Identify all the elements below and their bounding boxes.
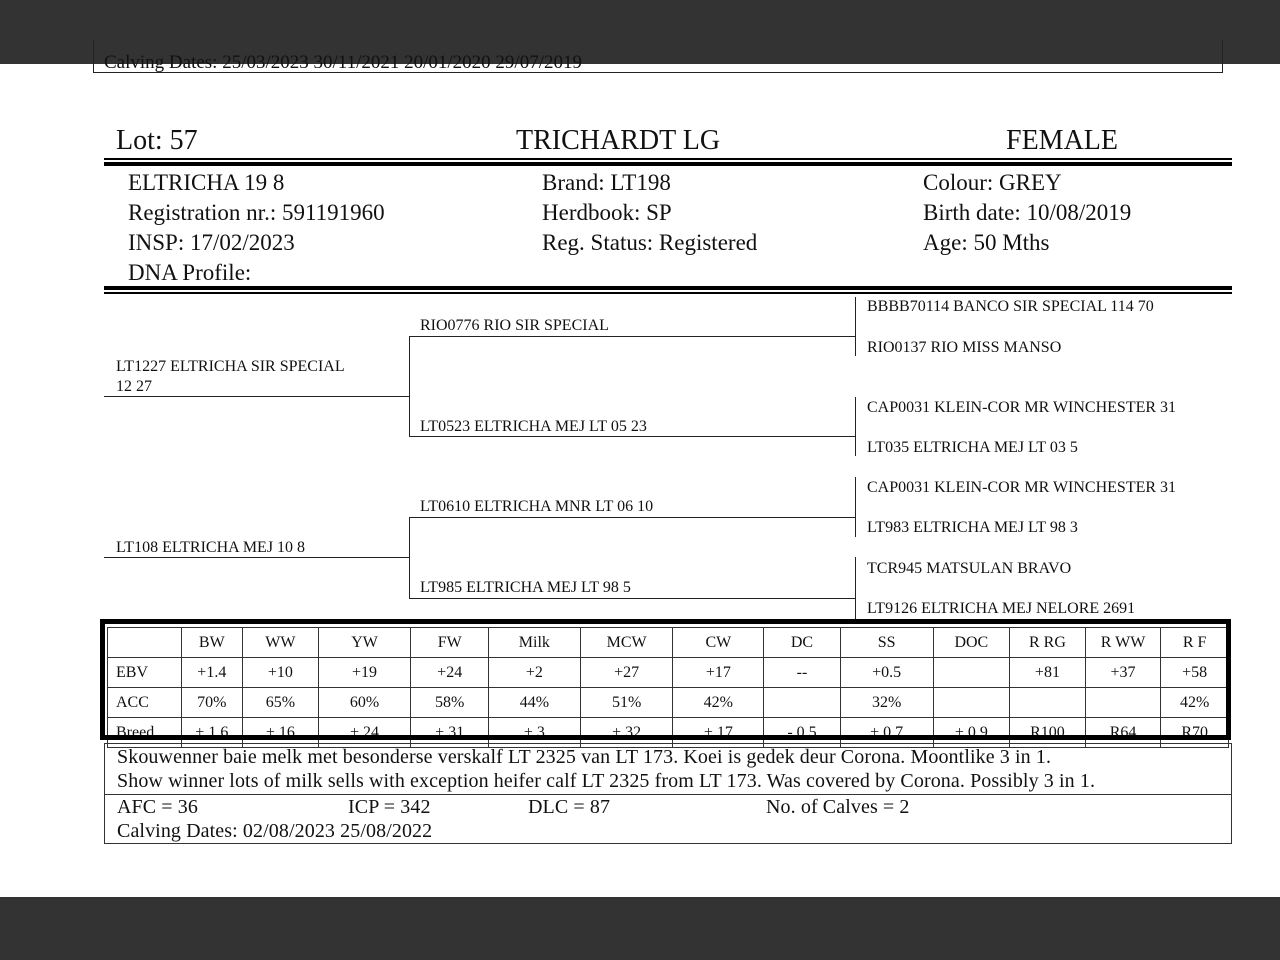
table-cell: R70 — [1161, 718, 1229, 748]
header-cell: FW — [411, 628, 489, 658]
table-cell: +17 — [673, 658, 764, 688]
table-cell: 65% — [243, 688, 319, 718]
dam-sire-line — [409, 517, 856, 518]
ebv-header-row — [108, 628, 1229, 658]
header-cell: WW — [243, 628, 319, 658]
ds-bracket — [855, 477, 856, 537]
sire-sire-line — [409, 336, 856, 337]
dam-dam-line — [409, 598, 856, 599]
inspection-date: INSP: 17/02/2023 — [128, 230, 295, 255]
colour: Colour: GREY — [923, 170, 1062, 195]
dam-sire-sire: CAP0031 KLEIN-COR MR WINCHESTER 31 — [867, 479, 1177, 496]
table-cell: +27 — [580, 658, 673, 688]
comments-divider — [105, 794, 1231, 795]
dlc-value: DLC = 87 — [528, 796, 611, 818]
sire-name-continued: 12 27 — [116, 378, 152, 395]
sire-sire: RIO0776 RIO SIR SPECIAL — [420, 317, 609, 334]
header-cell: R RG — [1010, 628, 1086, 658]
table-cell: +10 — [243, 658, 319, 688]
header-cell: CW — [673, 628, 764, 658]
ss-bracket — [855, 297, 856, 356]
age: Age: 50 Mths — [923, 230, 1050, 255]
sire-bracket — [409, 336, 410, 437]
dam-line — [104, 557, 410, 558]
header-cell: DC — [764, 628, 841, 658]
table-cell — [1010, 688, 1086, 718]
viewer-bottom-bar — [0, 897, 1280, 960]
table-cell: + 1.6 — [181, 718, 242, 748]
table-cell: R100 — [1010, 718, 1086, 748]
registration-number: Registration nr.: 591191960 — [128, 200, 385, 225]
registration-status: Reg. Status: Registered — [542, 230, 758, 255]
table-cell: +58 — [1161, 658, 1229, 688]
table-cell — [933, 658, 1010, 688]
table-cell: 51% — [580, 688, 673, 718]
table-cell: 60% — [318, 688, 411, 718]
table-cell — [1085, 688, 1161, 718]
table-cell: + 31 — [411, 718, 489, 748]
herdbook: Herdbook: SP — [542, 200, 672, 225]
table-cell: -- — [764, 658, 841, 688]
info-rule-thin — [104, 292, 1232, 294]
table-cell: + 0.7 — [840, 718, 933, 748]
header-cell: YW — [318, 628, 411, 658]
ebv-table — [107, 627, 1229, 748]
dam-dam-dam: LT9126 ELTRICHA MEJ NELORE 2691 — [867, 600, 1136, 617]
comments-box — [104, 743, 1232, 844]
header-cell: DOC — [933, 628, 1010, 658]
dam-name: LT108 ELTRICHA MEJ 10 8 — [116, 539, 306, 556]
header-rule-thick — [104, 162, 1232, 166]
table-cell: + 0.9 — [933, 718, 1010, 748]
dam-dam: LT985 ELTRICHA MEJ LT 98 5 — [420, 579, 631, 596]
dam-dam-sire: TCR945 MATSULAN BRAVO — [867, 560, 1072, 577]
table-cell: +2 — [489, 658, 581, 688]
icp-value: ICP = 342 — [348, 796, 431, 818]
header-rule-thin — [104, 158, 1232, 160]
table-cell: + 17 — [673, 718, 764, 748]
row-label: EBV — [108, 658, 182, 688]
owner-name: TRICHARDT LG — [516, 125, 721, 156]
table-cell: + 24 — [318, 718, 411, 748]
sd-bracket — [855, 397, 856, 456]
previous-lot-footer — [93, 40, 1223, 73]
table-cell: +0.5 — [840, 658, 933, 688]
table-cell: + 3 — [489, 718, 581, 748]
header-cell: Milk — [489, 628, 581, 658]
calving-dates: Calving Dates: 02/08/2023 25/08/2022 — [117, 820, 433, 842]
number-of-calves: No. of Calves = 2 — [766, 796, 910, 818]
table-cell: 42% — [1161, 688, 1229, 718]
table-cell: +24 — [411, 658, 489, 688]
sire-dam: LT0523 ELTRICHA MEJ LT 05 23 — [420, 418, 647, 435]
sire-line — [104, 396, 410, 397]
sire-dam-line — [409, 436, 856, 437]
table-cell — [764, 688, 841, 718]
sire-dam-sire: CAP0031 KLEIN-COR MR WINCHESTER 31 — [867, 399, 1177, 416]
sex-label: FEMALE — [1006, 125, 1118, 156]
table-cell: +19 — [318, 658, 411, 688]
previous-calving-dates: Calving Dates: 25/03/2023 30/11/2021 20/01/2020 29/07/2019 — [104, 52, 582, 73]
ebv-row — [108, 658, 1229, 688]
info-rule-thick — [104, 286, 1232, 290]
table-cell: +37 — [1085, 658, 1161, 688]
dna-profile: DNA Profile: — [128, 260, 252, 285]
header-cell: SS — [840, 628, 933, 658]
sire-name: LT1227 ELTRICHA SIR SPECIAL — [116, 358, 345, 375]
header-cell: R WW — [1085, 628, 1161, 658]
table-cell: 70% — [181, 688, 242, 718]
table-cell: + 16 — [243, 718, 319, 748]
row-label: Breed — [108, 718, 182, 748]
dam-sire: LT0610 ELTRICHA MNR LT 06 10 — [420, 498, 654, 515]
dd-bracket — [855, 557, 856, 619]
table-cell: - 0.5 — [764, 718, 841, 748]
table-cell: +81 — [1010, 658, 1086, 688]
row-label: ACC — [108, 688, 182, 718]
table-cell: +1.4 — [181, 658, 242, 688]
table-cell: + 32 — [580, 718, 673, 748]
dam-bracket — [409, 517, 410, 598]
comment-afrikaans: Skouwenner baie melk met besonderse verskalf LT 2325 van LT 173. Koei is gedek deur Corona. Moontlike 3 in 1. — [117, 746, 1052, 768]
afc-value: AFC = 36 — [117, 796, 198, 818]
birth-date: Birth date: 10/08/2019 — [923, 200, 1132, 225]
header-cell — [108, 628, 182, 658]
table-cell: R64 — [1085, 718, 1161, 748]
sire-dam-dam: LT035 ELTRICHA MEJ LT 03 5 — [867, 439, 1078, 456]
table-cell: 44% — [489, 688, 581, 718]
table-cell: 58% — [411, 688, 489, 718]
sire-sire-dam: RIO0137 RIO MISS MANSO — [867, 339, 1062, 356]
comment-english: Show winner lots of milk sells with exception heifer calf LT 2325 from LT 173. Was covered by Corona. Possibly 3 in 1. — [117, 770, 1096, 792]
header-cell: MCW — [580, 628, 673, 658]
sire-sire-sire: BBBB70114 BANCO SIR SPECIAL 114 70 — [867, 298, 1154, 315]
table-cell: 32% — [840, 688, 933, 718]
lot-number: Lot: 57 — [116, 125, 198, 156]
header-cell: R F — [1161, 628, 1229, 658]
brand: Brand: LT198 — [542, 170, 671, 195]
table-cell — [933, 688, 1010, 718]
table-cell: 42% — [673, 688, 764, 718]
header-cell: BW — [181, 628, 242, 658]
acc-row — [108, 688, 1229, 718]
dam-sire-dam: LT983 ELTRICHA MEJ LT 98 3 — [867, 519, 1078, 536]
animal-name: ELTRICHA 19 8 — [128, 170, 285, 195]
